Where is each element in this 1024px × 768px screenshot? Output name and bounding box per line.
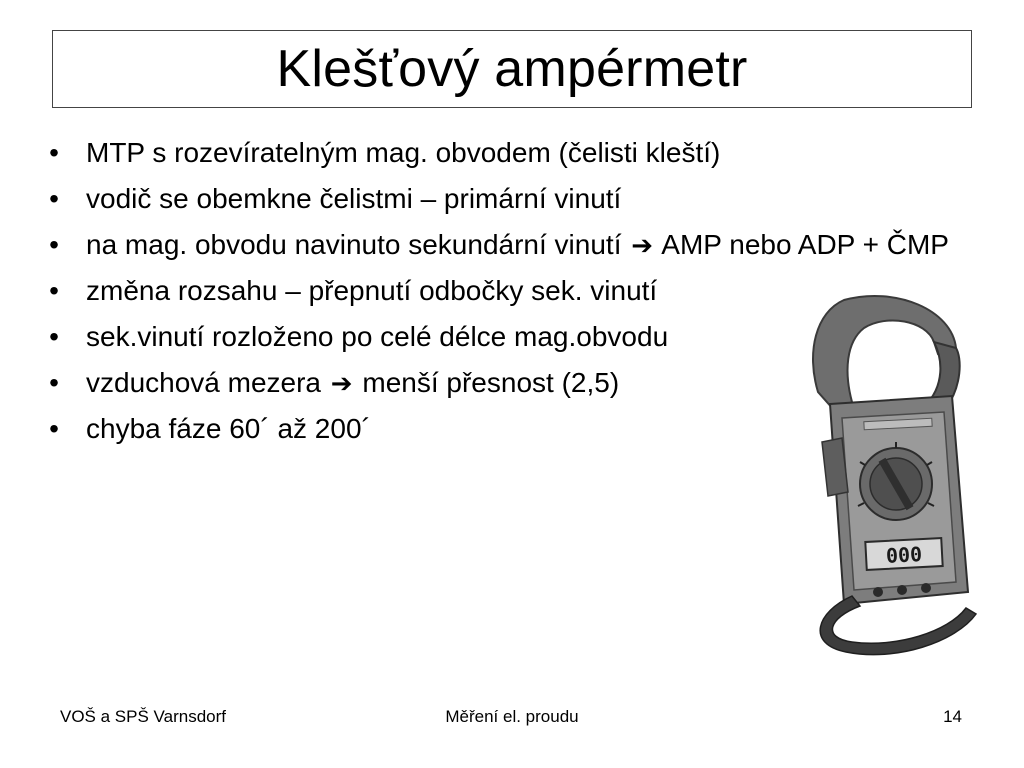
bullet-marker: • xyxy=(49,367,59,398)
bullet-marker: • xyxy=(49,321,59,352)
footer-center: Měření el. proudu xyxy=(445,707,579,726)
bullet-text: vodič se obemkne čelistmi – primární vinutí xyxy=(86,183,622,214)
lcd-reading: 000 xyxy=(885,542,923,568)
bullet-text: MTP s rozevíratelným mag. obvodem (čelisti kleští) xyxy=(86,137,721,168)
bullet-text-before: vzduchová mezera xyxy=(86,367,322,398)
bullet-item xyxy=(44,134,964,172)
bullet-text-after: AMP nebo ADP + ČMP xyxy=(661,229,949,260)
bullet-marker: • xyxy=(49,183,59,214)
bullet-text: změna rozsahu – přepnutí odbočky sek. vinutí xyxy=(86,275,658,306)
bullet-item xyxy=(44,180,964,218)
bullet-text-before: na mag. obvodu navinuto sekundární vinutí xyxy=(86,229,622,260)
bullet-text: chyba fáze 60´ až 200´ xyxy=(86,413,371,444)
arrow-right-icon: ➔ xyxy=(631,230,654,260)
arrow-right-icon: ➔ xyxy=(330,368,353,398)
bullet-text-after: menší přesnost (2,5) xyxy=(362,367,620,398)
page-number: 14 xyxy=(943,707,962,726)
title-box xyxy=(52,30,972,108)
bullet-marker: • xyxy=(49,137,59,168)
bullet-item xyxy=(44,226,966,264)
clamp-meter-icon xyxy=(756,292,1006,672)
bullet-text: sek.vinutí rozloženo po celé délce mag.obvodu xyxy=(86,321,669,352)
bullet-marker: • xyxy=(49,275,59,306)
bullet-marker: • xyxy=(49,229,59,260)
footer-left: VOŠ a SPŠ Varnsdorf xyxy=(60,707,226,726)
bullet-marker: • xyxy=(49,413,59,444)
slide-title: Klešťový ampérmetr xyxy=(276,40,748,98)
